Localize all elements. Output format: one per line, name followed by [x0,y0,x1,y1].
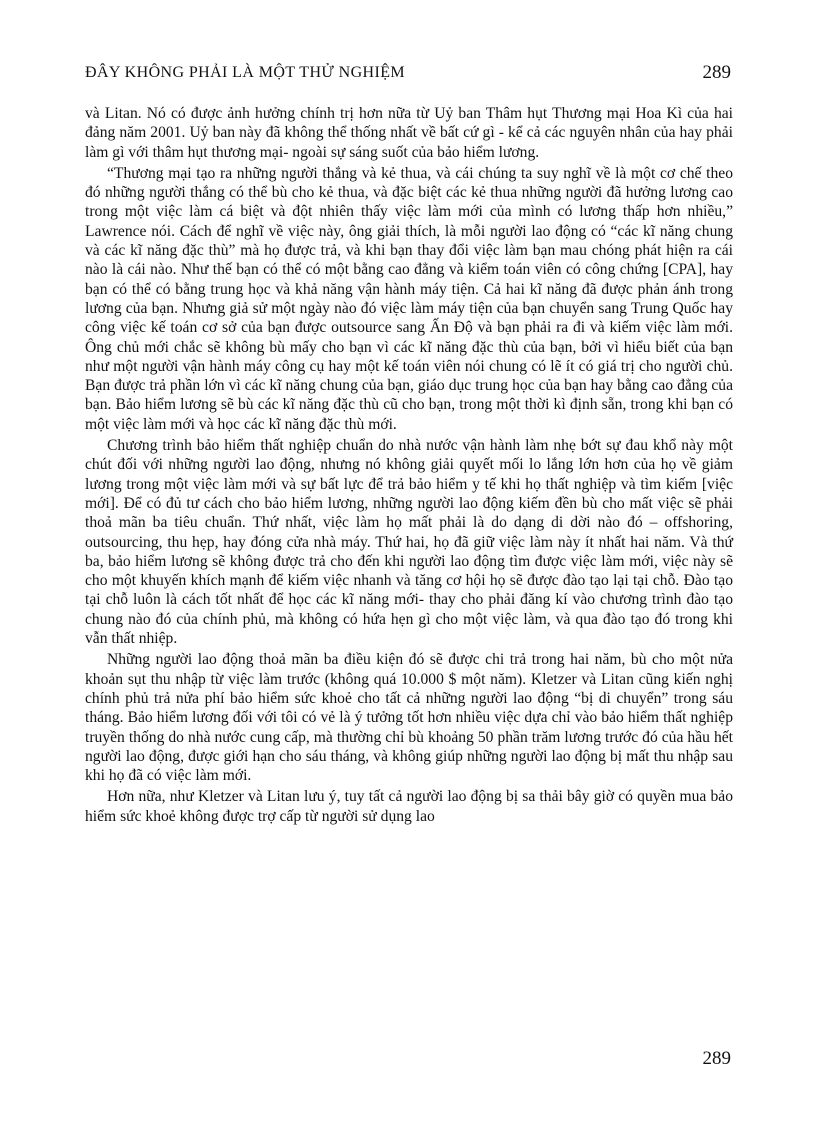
page-header [85,62,731,92]
page-number-top: 289 [702,62,731,83]
paragraph-3: Chương trình bảo hiểm thất nghiệp chuẩn do nhà nước vận hành làm nhẹ bớt sự đau khổ này một chút đối với những người lao động, nhưng nó không giải quyết mối lo lắng lớn hơn của họ về giảm lương trong một việc làm mới và sự bất lực để trả bảo hiểm y tế khi họ thất nghiệp và tìm kiếm [việc mới]. Để có đủ tư cách cho bảo hiểm lương, những người lao động kiếm đền bù cho mất việc sẽ phải thoả mãn ba tiêu chuẩn. Thứ nhất, việc làm họ mất phải là do dạng di dời nào đó – offshoring, outsourcing, thu hẹp, hay đóng cửa nhà máy. Thứ hai, họ đã giữ việc làm này ít nhất hai năm. Và thứ ba, bảo hiểm lương sẽ không được trả cho đến khi người lao động tìm được việc làm mới, việc này sẽ cho một khuyến khích mạnh để kiếm việc nhanh và tăng cơ hội họ sẽ được đào tạo lại tại chỗ. Đào tạo tại chỗ luôn là cách tốt nhất để học các kĩ năng mới- thay cho phải đăng kí vào chương trình đào tạo chung nào đó của chính phủ, mà không có hứa hẹn gì cho một việc làm, và qua đào tạo đó trong khi vẫn thất nhiệp. [85,437,733,648]
body-text [85,104,733,828]
paragraph-5: Hơn nữa, như Kletzer và Litan lưu ý, tuy tất cả người lao động bị sa thải bây giờ có quyền mua bảo hiểm sức khoẻ không được trợ cấp từ người sử dụng lao [85,788,733,825]
paragraph-2: “Thương mại tạo ra những người thắng và kẻ thua, và cái chúng ta suy nghĩ về là một cơ chế theo đó những người thắng có thể bù cho kẻ thua, và đặc biệt các kẻ thua những người đã hưởng lương cao trong một việc làm cá biệt và đột nhiên thấy việc làm mới của mình có lương thấp hơn nhiều,” Lawrence nói. Cách để nghĩ về việc này, ông giải thích, là mỗi người lao động có “các kĩ năng chung và các kĩ năng đặc thù” mà họ được trả, và khi bạn thay đổi việc làm bạn mau chóng phát hiện ra cái nào là cái nào. Như thế bạn có thể có một bằng cao đẳng và kiểm toán viên có công chứng [CPA], hay bạn có thể có bằng trung học và khả năng vận hành máy tiện. Cả hai kĩ năng đã được phản ánh trong lương của bạn. Nhưng giả sử một ngày nào đó việc làm máy tiện của bạn chuyển sang Trung Quốc hay công việc kế toán cơ sở của bạn được outsource sang Ấn Độ và bạn phải ra đi và kiếm việc làm mới. Ông chủ mới chắc sẽ không bù mấy cho bạn vì các kĩ năng đặc thù của bạn, bởi vì hiểu biết của bạn như một người vận hành máy công cụ hay một kế toán viên nói chung có lẽ ít có giá trị cho người chủ. Bạn được trả phần lớn vì các kĩ năng chung của bạn, giáo dục trung học của bạn hay bằng cao đẳng của bạn. Bảo hiểm lương sẽ bù các kĩ năng đặc thù cũ cho bạn, trong một thời kì định sẵn, trong khi bạn có một việc làm mới và học các kĩ năng đặc thù mới. [85,164,733,433]
page-number-bottom: 289 [702,1048,731,1069]
paragraph-4: Những người lao động thoả mãn ba điều kiện đó sẽ được chi trả trong hai năm, bù cho một nửa khoản sụt thu nhập từ việc làm trước (không quá 10.000 $ một năm). Kletzer và Litan cũng kiến nghị chính phủ trả nửa phí bảo hiểm sức khoẻ cho tất cả những người lao động “bị di chuyển” trong sáu tháng. Bảo hiểm lương đối với tôi có vẻ là ý tưởng tốt hơn nhiều việc dựa chỉ vào bảo hiểm thất nghiệp truyền thống do nhà nước cung cấp, mà thường chỉ bù khoảng 50 phần trăm lương trước đó của hầu hết người lao động, được giới hạn cho sáu tháng, và không giúp những người lao động bị mất thu nhập sau khi họ đã có việc làm mới. [85,651,733,785]
running-title: ĐÂY KHÔNG PHẢI LÀ MỘT THỬ NGHIỆM [85,64,406,81]
paragraph-1: và Litan. Nó có được ảnh hưởng chính trị hơn nữa từ Uỷ ban Thâm hụt Thương mại Hoa Kì của hai đảng năm 2001. Uỷ ban này đã không thể thống nhất về bất cứ gì - kể cả các nguyên nhân của hay phải làm gì với thâm hụt thương mại- ngoài sự sáng suốt của bảo hiểm lương. [85,105,733,161]
